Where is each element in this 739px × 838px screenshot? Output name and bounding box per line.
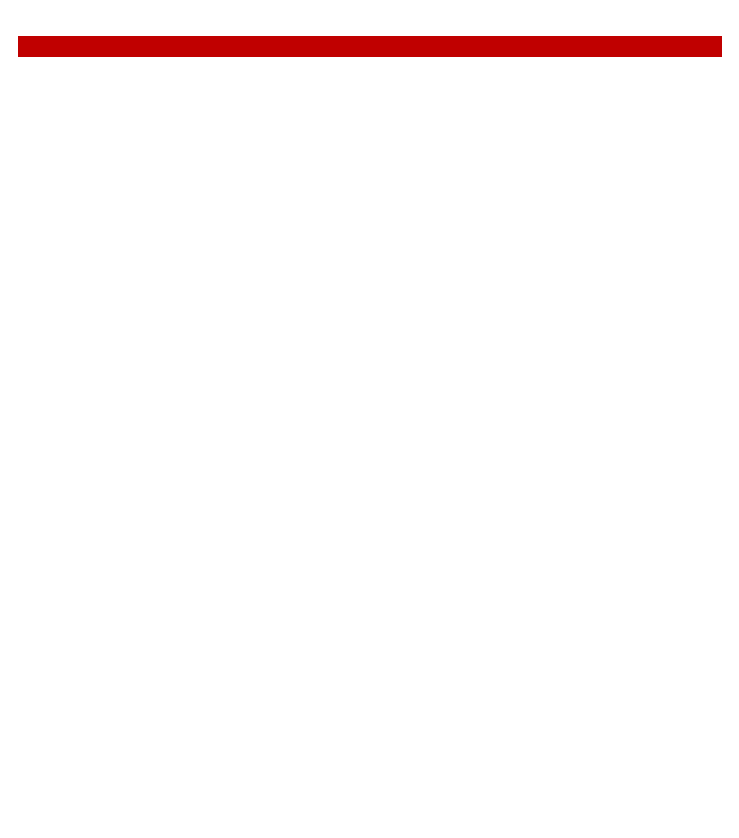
col-header-1y-annualized: [440, 36, 506, 57]
col-header-ytd: [378, 36, 440, 57]
col-header-last-month: [316, 36, 378, 57]
col-header-1y-trend: [572, 36, 646, 57]
col-header-10y-trend: [646, 36, 722, 57]
col-header-last-week: [254, 36, 316, 57]
col-header-factor-name: [18, 36, 194, 57]
col-header-hist-annualized: [506, 36, 572, 57]
table-header: [18, 36, 722, 57]
col-header-direction: [194, 36, 254, 57]
